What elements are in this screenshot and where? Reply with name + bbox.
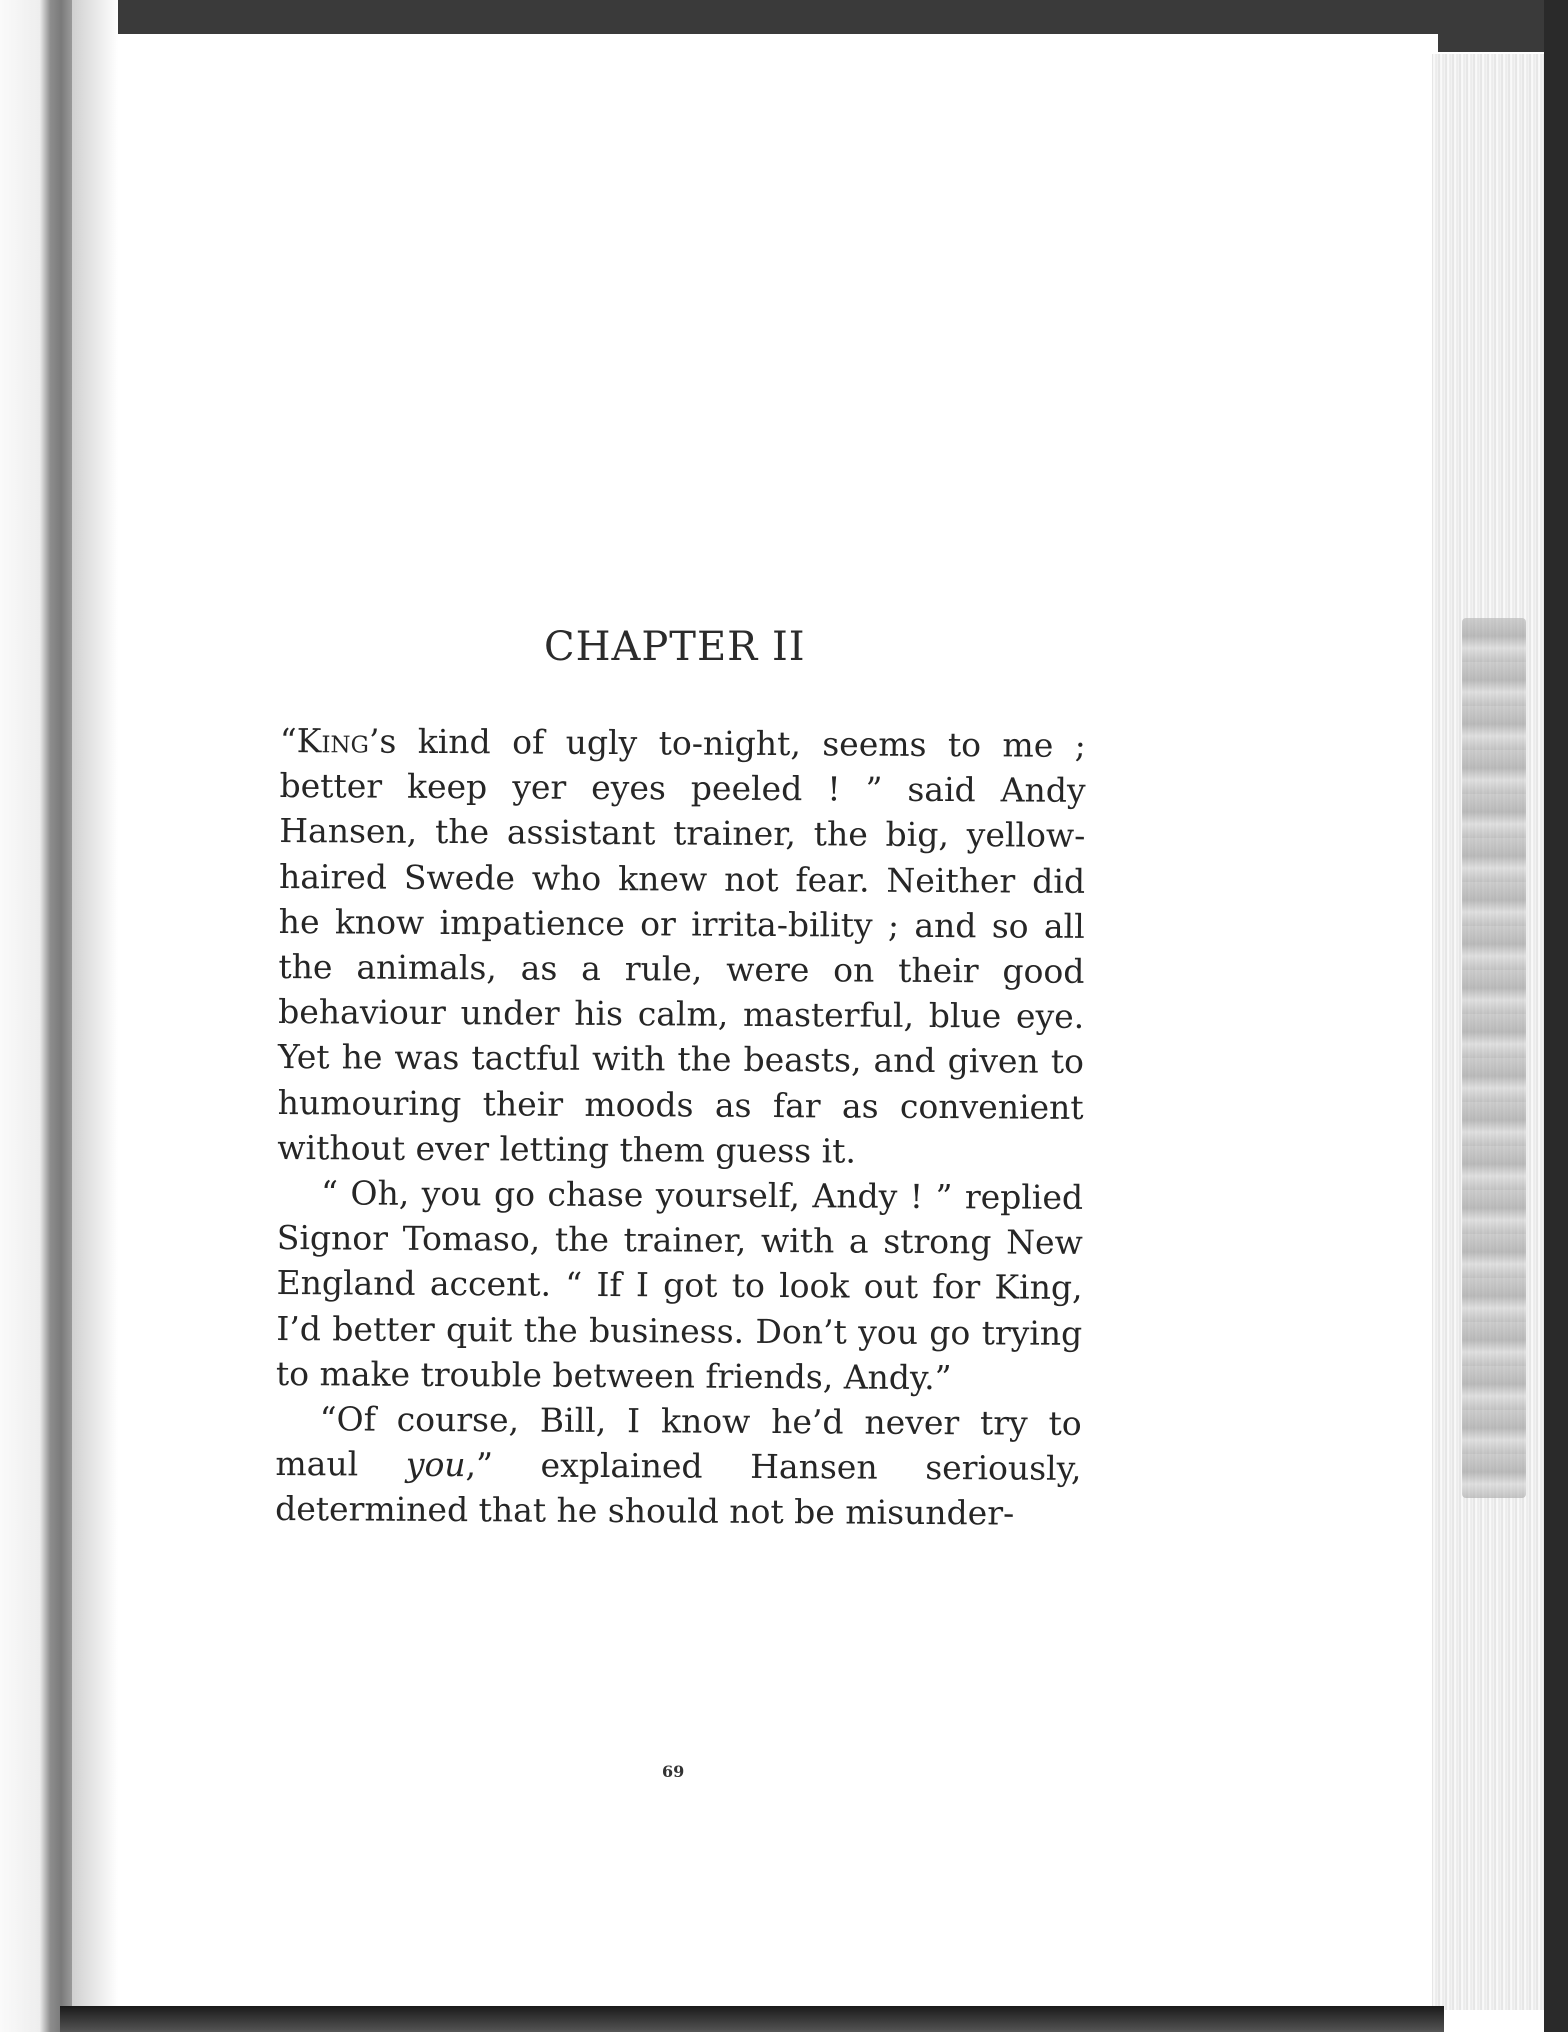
page-number: 69 — [662, 1762, 685, 1781]
scan-right-border — [1544, 0, 1568, 2032]
paragraph-3-start: “Of course, Bill, I know he’d never try to maul — [275, 1399, 1082, 1485]
paragraph-3 — [275, 1396, 1082, 1537]
body-text — [275, 718, 1086, 1537]
scan-bottom-border — [60, 2006, 1444, 2032]
book-gutter-shadow — [0, 0, 72, 2032]
paragraph-3-end: ,” explained Hansen seriously, determined that he should not be misunder- — [275, 1445, 1082, 1533]
opening-quote-letter: “K — [279, 720, 322, 761]
paragraph-1-text: ’s kind of ugly to-night, seems to me ; better keep yer eyes peeled ! ” said Andy Hansen, the assistant trainer, the big, yellow-haired Swede who knew not fear. Neither did he know impatience or irrita-bility ; and so all the animals, as a rule, were on their good behaviour under his calm, masterful, blue eye. Yet he was tactful with the beasts, and given to humouring their moods as far as convenient without ever letting them guess it. — [277, 721, 1086, 1171]
fore-edge-marking — [1462, 618, 1526, 1498]
paragraph-1 — [277, 718, 1086, 1175]
italic-word: you — [405, 1445, 466, 1485]
small-caps-word: ing — [321, 721, 370, 761]
chapter-title: CHAPTER II — [544, 624, 806, 670]
paragraph-2: “ Oh, you go chase yourself, Andy ! ” replied Signor Tomaso, the trainer, with a strong New England accent. “ If I got to look out for King, I’d better quit the business. Don’t you go trying to make trouble between friends, Andy.” — [275, 1173, 1084, 1397]
